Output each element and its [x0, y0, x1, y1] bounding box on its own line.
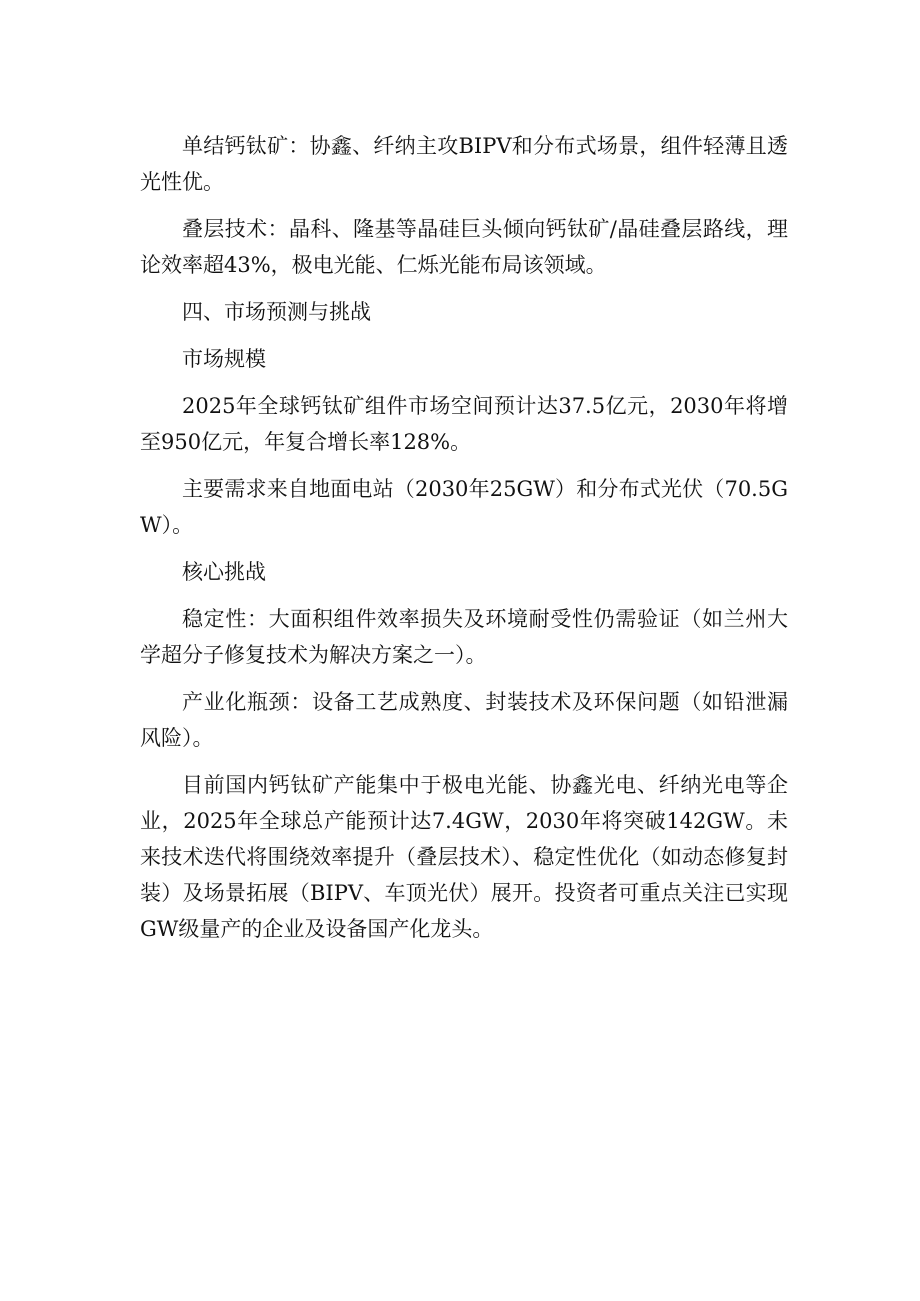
paragraph-stability: 稳定性：大面积组件效率损失及环境耐受性仍需验证（如兰州大学超分子修复技术为解决方案之一）。: [140, 607, 788, 667]
document-body: [140, 128, 788, 958]
subheading-core-challenges: 核心挑战: [182, 560, 266, 584]
paragraph-demand-source: 主要需求来自地面电站（2030年25GW）和分布式光伏（70.5GW）。: [140, 477, 788, 537]
paragraph-single-junction: 单结钙钛矿：协鑫、纤纳主攻BIPV和分布式场景，组件轻薄且透光性优。: [140, 134, 788, 194]
subheading-market-size: 市场规模: [182, 347, 266, 371]
paragraph-industrialization: 产业化瓶颈：设备工艺成熟度、封装技术及环保问题（如铅泄漏风险）。: [140, 690, 788, 750]
paragraph-summary: 目前国内钙钛矿产能集中于极电光能、协鑫光电、纤纳光电等企业，2025年全球总产能预计达7.4GW，2030年将突破142GW。未来技术迭代将围绕效率提升（叠层技术）、稳定性优化（如动态修复封装）及场景拓展（BIPV、车顶光伏）展开。投资者可重点关注已实现GW级量产的企业及设备国产化龙头。: [140, 773, 788, 941]
paragraph-market-size: 2025年全球钙钛矿组件市场空间预计达37.5亿元，2030年将增至950亿元，年复合增长率128%。: [140, 394, 788, 454]
paragraph-tandem-tech: 叠层技术：晶科、隆基等晶硅巨头倾向钙钛矿/晶硅叠层路线，理论效率超43%，极电光能、仁烁光能布局该领域。: [140, 217, 788, 277]
section-heading-market-forecast: 四、市场预测与挑战: [182, 300, 371, 324]
